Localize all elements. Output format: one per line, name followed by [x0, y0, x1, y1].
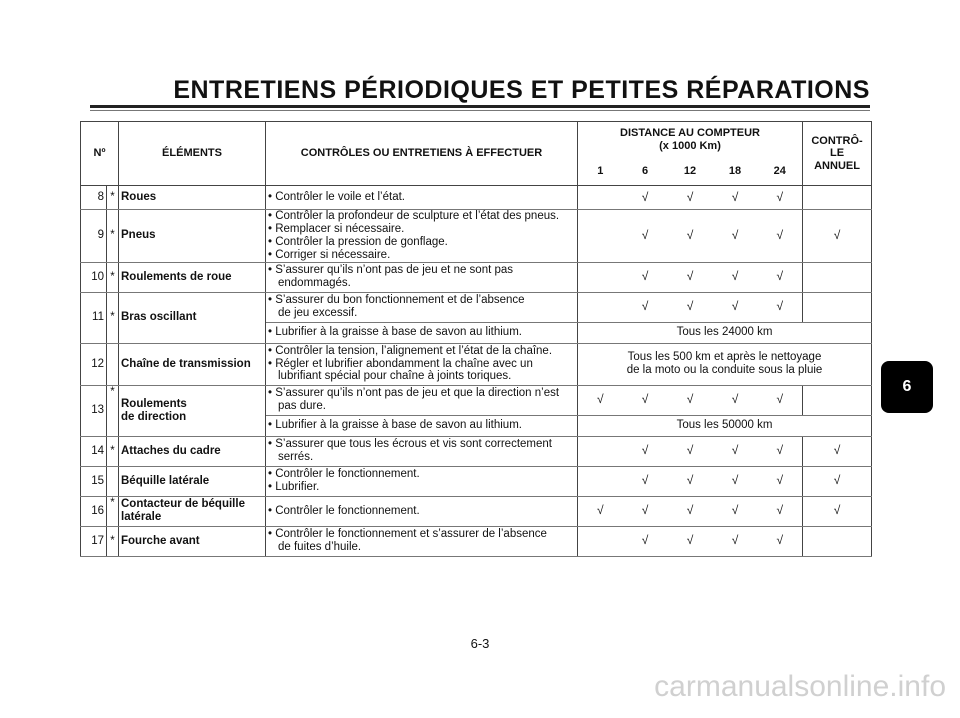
check-mark: √ — [731, 269, 739, 284]
check-mark: √ — [833, 228, 841, 243]
check-mark: √ — [776, 228, 784, 243]
table-row — [81, 526, 872, 556]
header-annual-line3: ANNUEL — [814, 159, 860, 172]
check-mark: √ — [641, 443, 649, 458]
watermark: carmanualsonline.info — [654, 670, 946, 703]
check-cell — [803, 262, 872, 292]
operation-line: • Remplacer si nécessaire. — [268, 222, 405, 235]
star-mark: * — [107, 436, 119, 466]
table-row — [81, 385, 872, 415]
check-cell — [758, 436, 803, 466]
interval-line2: de la moto ou la conduite sous la pluie — [626, 364, 823, 376]
header-distance — [578, 122, 803, 158]
operation-line: • Contrôler le fonctionnement et s’assurer de l’absence — [268, 528, 547, 541]
check-mark: √ — [686, 299, 694, 314]
check-cell — [623, 496, 668, 526]
title-rule — [90, 105, 870, 108]
operation-line: • Lubrifier. — [268, 481, 320, 493]
star-mark — [107, 343, 119, 385]
check-cell — [623, 436, 668, 466]
operations-cell — [266, 262, 578, 292]
check-cell — [713, 385, 758, 415]
check-cell — [578, 436, 623, 466]
operation-line: • Contrôler le fonctionnement. — [268, 504, 420, 517]
operation-line: • Contrôler le fonctionnement. — [268, 468, 420, 481]
operation-line: • Lubrifier à la graisse à base de savon au lithium. — [268, 419, 522, 432]
check-mark: √ — [731, 443, 739, 458]
check-mark: √ — [596, 503, 604, 518]
element-name: Fourche avant — [121, 534, 200, 547]
element-cell — [119, 436, 266, 466]
table-row — [81, 210, 872, 263]
check-mark: √ — [596, 392, 604, 407]
operations-cell — [266, 436, 578, 466]
check-cell — [578, 385, 623, 415]
element-name-line2: de direction — [121, 410, 187, 423]
check-mark: √ — [686, 503, 694, 518]
table-row — [81, 466, 872, 496]
header-annual — [803, 122, 872, 186]
title-rule-thin — [90, 110, 870, 111]
star-mark: * — [107, 385, 119, 436]
check-mark: √ — [731, 299, 739, 314]
interval-cell: Tous les 24000 km — [578, 322, 872, 343]
check-mark: √ — [776, 269, 784, 284]
check-cell — [758, 210, 803, 263]
element-name-line1: Roulements — [121, 397, 187, 410]
check-cell — [803, 210, 872, 263]
check-mark: √ — [731, 533, 739, 548]
check-cell — [668, 496, 713, 526]
element-cell — [119, 210, 266, 263]
check-cell — [803, 186, 872, 210]
page-number: 6-3 — [470, 636, 490, 651]
check-cell — [668, 186, 713, 210]
table-row — [81, 343, 872, 385]
operation-line: • S’assurer que tous les écrous et vis sont correctement — [268, 438, 552, 451]
check-cell — [623, 466, 668, 496]
element-name: Bras oscillant — [121, 311, 197, 324]
header-annual-line2: LE — [830, 147, 845, 160]
header-operations: CONTRÔLES OU ENTRETIENS À EFFECTUER — [266, 122, 578, 186]
header-no: Nº — [81, 122, 119, 186]
operation-line: • Corriger si nécessaire. — [268, 248, 391, 261]
interval-line1: Tous les 500 km et après le nettoyage — [627, 351, 822, 364]
element-cell — [119, 262, 266, 292]
operations-cell — [266, 292, 578, 322]
header-elements: ÉLÉMENTS — [119, 122, 266, 186]
check-cell — [758, 385, 803, 415]
element-cell — [119, 385, 266, 436]
check-cell — [623, 292, 668, 322]
operations-cell — [266, 466, 578, 496]
table-row — [81, 436, 872, 466]
element-name-line2: latérale — [121, 511, 162, 523]
row-number: 13 — [81, 385, 107, 436]
row-number: 15 — [81, 466, 107, 496]
operations-cell — [266, 210, 578, 263]
element-name: Roulements de roue — [121, 270, 232, 283]
operation-line: de jeu excessif. — [278, 307, 358, 319]
operation-line: serrés. — [278, 451, 314, 463]
check-cell — [668, 385, 713, 415]
operations-cell — [266, 385, 578, 415]
check-cell — [758, 186, 803, 210]
check-mark: √ — [641, 269, 649, 284]
row-number: 10 — [81, 262, 107, 292]
element-cell — [119, 466, 266, 496]
star-mark: * — [107, 210, 119, 263]
check-cell — [623, 385, 668, 415]
row-number: 16 — [81, 496, 107, 526]
operation-line: • Contrôler la profondeur de sculpture et l’état des pneus. — [268, 210, 560, 222]
table-row — [81, 186, 872, 210]
row-number: 8 — [81, 186, 107, 210]
check-mark: √ — [641, 392, 649, 407]
header-odo-12: 12 — [668, 158, 713, 186]
operation-line: • S’assurer qu’ils n’ont pas de jeu et ne sont pas — [268, 264, 514, 277]
check-cell — [623, 186, 668, 210]
operations-cell — [266, 496, 578, 526]
check-cell — [578, 210, 623, 263]
check-cell — [758, 292, 803, 322]
check-mark: √ — [686, 228, 694, 243]
row-number: 14 — [81, 436, 107, 466]
check-mark: √ — [641, 533, 649, 548]
interval-cell: Tous les 50000 km — [578, 415, 872, 436]
check-cell — [713, 496, 758, 526]
star-mark: * — [107, 526, 119, 556]
star-mark: * — [107, 262, 119, 292]
check-cell — [713, 186, 758, 210]
check-cell — [758, 466, 803, 496]
check-mark: √ — [686, 443, 694, 458]
check-cell — [578, 496, 623, 526]
element-cell — [119, 526, 266, 556]
check-cell — [623, 526, 668, 556]
check-mark: √ — [641, 228, 649, 243]
check-mark: √ — [731, 473, 739, 488]
check-cell — [803, 436, 872, 466]
header-odo-18: 18 — [713, 158, 758, 186]
check-mark: √ — [641, 299, 649, 314]
star-mark — [107, 466, 119, 496]
check-mark: √ — [776, 189, 784, 204]
table-row — [81, 496, 872, 526]
operation-line: • Contrôler la tension, l’alignement et l’état de la chaîne. — [268, 344, 553, 357]
page-title: ENTRETIENS PÉRIODIQUES ET PETITES RÉPARATIONS — [173, 76, 870, 104]
operation-line: • Lubrifier à la graisse à base de savon au lithium. — [268, 326, 522, 339]
operation-line: • Contrôler le voile et l’état. — [268, 191, 405, 204]
check-cell — [578, 526, 623, 556]
operations-cell — [266, 526, 578, 556]
check-cell — [668, 210, 713, 263]
check-mark: √ — [833, 443, 841, 458]
element-name: Roues — [121, 191, 157, 204]
check-cell — [803, 466, 872, 496]
check-cell — [758, 526, 803, 556]
check-cell — [623, 262, 668, 292]
operation-line: de fuites d’huile. — [278, 541, 362, 553]
check-mark: √ — [686, 189, 694, 204]
row-number: 9 — [81, 210, 107, 263]
check-mark: √ — [833, 503, 841, 518]
check-mark: √ — [776, 503, 784, 518]
check-cell — [668, 292, 713, 322]
element-name-line1: Contacteur de béquille — [121, 498, 245, 511]
check-cell — [713, 466, 758, 496]
element-name: Béquille latérale — [121, 474, 210, 487]
check-cell — [578, 466, 623, 496]
star-mark: * — [107, 186, 119, 210]
check-mark: √ — [776, 533, 784, 548]
check-mark: √ — [686, 473, 694, 488]
header-annual-line1: CONTRÔ- — [811, 135, 863, 148]
element-name: Pneus — [121, 229, 156, 242]
row-number: 12 — [81, 343, 107, 385]
check-cell — [803, 385, 872, 415]
header-distance-line1: DISTANCE AU COMPTEUR — [620, 127, 760, 140]
operations-cell — [266, 343, 578, 385]
element-cell — [119, 292, 266, 343]
header-odo-24: 24 — [758, 158, 803, 186]
check-mark: √ — [776, 473, 784, 488]
check-mark: √ — [641, 189, 649, 204]
row-number: 11 — [81, 292, 107, 343]
header-odo-1: 1 — [578, 158, 623, 186]
check-cell — [803, 526, 872, 556]
operation-line: • S’assurer du bon fonctionnement et de l’absence — [268, 294, 525, 307]
check-cell — [713, 292, 758, 322]
star-mark: * — [107, 496, 119, 526]
check-mark: √ — [686, 269, 694, 284]
operation-line: • Contrôler la pression de gonflage. — [268, 235, 448, 248]
header-distance-line2: (x 1000 Km) — [659, 139, 721, 152]
table-row — [81, 292, 872, 322]
operations-cell — [266, 322, 578, 343]
check-cell — [758, 262, 803, 292]
check-mark: √ — [776, 299, 784, 314]
row-number: 17 — [81, 526, 107, 556]
element-cell — [119, 343, 266, 385]
check-cell — [713, 436, 758, 466]
operation-line: • Régler et lubrifier abondamment la chaîne avec un — [268, 357, 533, 370]
check-cell — [713, 262, 758, 292]
check-mark: √ — [686, 533, 694, 548]
check-cell — [578, 262, 623, 292]
check-mark: √ — [776, 443, 784, 458]
check-mark: √ — [641, 473, 649, 488]
operation-line: pas dure. — [278, 400, 326, 412]
element-name: Chaîne de transmission — [121, 357, 251, 370]
operation-line: • S’assurer qu’ils n’ont pas de jeu et que la direction n’est — [268, 387, 560, 400]
check-mark: √ — [776, 392, 784, 407]
check-mark: √ — [731, 228, 739, 243]
interval-cell — [578, 343, 872, 385]
check-cell — [668, 526, 713, 556]
check-mark: √ — [641, 503, 649, 518]
table-row — [81, 262, 872, 292]
element-cell — [119, 186, 266, 210]
check-cell — [578, 292, 623, 322]
check-cell — [803, 292, 872, 322]
check-cell — [803, 496, 872, 526]
star-mark: * — [107, 292, 119, 343]
check-mark: √ — [833, 473, 841, 488]
check-cell — [623, 210, 668, 263]
operations-cell — [266, 415, 578, 436]
check-cell — [578, 186, 623, 210]
element-cell — [119, 496, 266, 526]
operations-cell — [266, 186, 578, 210]
check-cell — [668, 262, 713, 292]
check-cell — [758, 496, 803, 526]
element-name: Attaches du cadre — [121, 444, 221, 457]
check-mark: √ — [686, 392, 694, 407]
check-cell — [668, 466, 713, 496]
check-cell — [713, 210, 758, 263]
operation-line: lubrifiant spécial pour chaîne à joints toriques. — [278, 370, 512, 383]
check-mark: √ — [731, 392, 739, 407]
check-mark: √ — [731, 189, 739, 204]
chapter-tab: 6 — [881, 361, 933, 413]
operation-line: endommagés. — [278, 277, 351, 289]
header-odo-6: 6 — [623, 158, 668, 186]
maintenance-table — [80, 121, 872, 557]
check-cell — [668, 436, 713, 466]
check-cell — [713, 526, 758, 556]
check-mark: √ — [731, 503, 739, 518]
